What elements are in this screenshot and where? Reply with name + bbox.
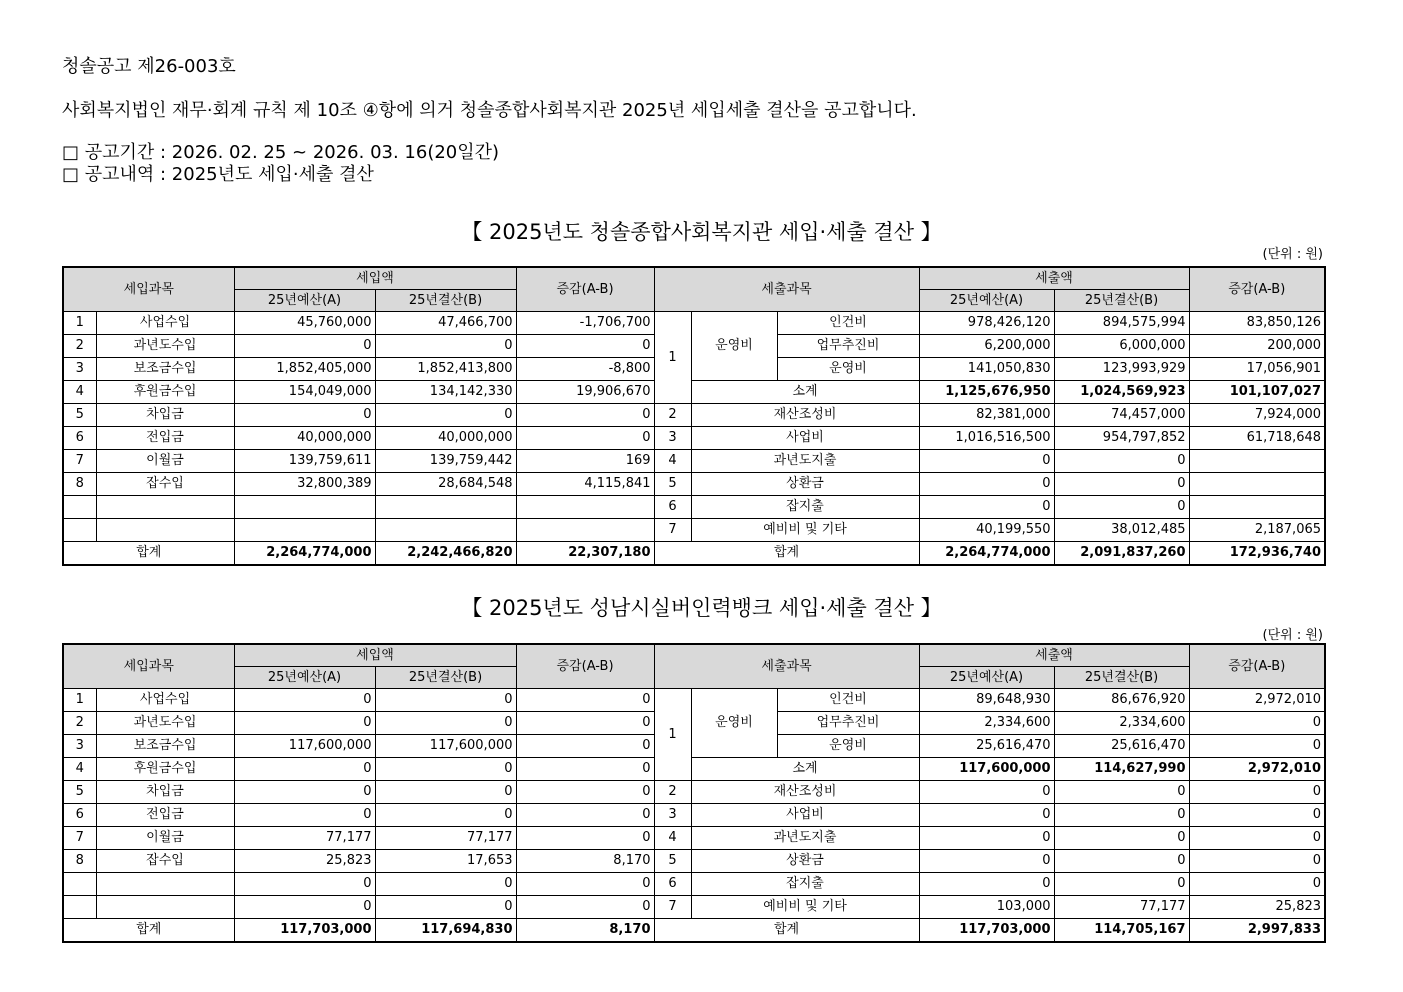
opex-item-budget: 141,050,830 [919, 358, 1054, 381]
expense-name: 사업비 [691, 804, 919, 827]
expense-amount-header: 세출액 [919, 267, 1189, 290]
opex-item-name: 운영비 [777, 358, 919, 381]
notice-period: □ 공고기간 : 2026. 02. 25 ~ 2026. 03. 16(20일간) [62, 142, 500, 163]
expense-no: 2 [654, 781, 691, 804]
expense-no: 7 [654, 896, 691, 919]
revenue-name: 사업수입 [96, 689, 234, 712]
revenue-no: 6 [63, 427, 96, 450]
expense-no: 4 [654, 450, 691, 473]
expense-settled: 74,457,000 [1054, 404, 1189, 427]
expense-diff: 0 [1189, 804, 1325, 827]
expense-total-settled: 114,705,167 [1054, 919, 1189, 943]
expense-settled: 0 [1054, 450, 1189, 473]
revenue-diff: 0 [516, 781, 654, 804]
revenue-settled: 0 [375, 335, 516, 358]
expense-diff: 0 [1189, 873, 1325, 896]
opex-item-diff: 0 [1189, 712, 1325, 735]
revenue-settled [375, 496, 516, 519]
opex-item-diff: 17,056,901 [1189, 358, 1325, 381]
revenue-diff: 8,170 [516, 850, 654, 873]
revenue-total-label: 합계 [63, 919, 234, 943]
table-row [63, 804, 1325, 827]
revenue-total-budget: 117,703,000 [234, 919, 375, 943]
table-row [63, 689, 1325, 712]
revenue-settled: 47,466,700 [375, 312, 516, 335]
revenue-settled: 1,852,413,800 [375, 358, 516, 381]
revenue-no: 1 [63, 312, 96, 335]
opex-item-budget: 89,648,930 [919, 689, 1054, 712]
total-row [63, 919, 1325, 943]
expense-settled: 0 [1054, 873, 1189, 896]
revenue-diff: 0 [516, 427, 654, 450]
revenue-settled: 17,653 [375, 850, 516, 873]
expense-settled: 38,012,485 [1054, 519, 1189, 542]
revenue-name: 전입금 [96, 804, 234, 827]
table-title: 【 2025년도 청솔종합사회복지관 세입·세출 결산 】 [461, 220, 942, 244]
expense-no: 5 [654, 473, 691, 496]
revenue-budget [234, 496, 375, 519]
settlement-table [62, 643, 1326, 943]
expense-budget: 0 [919, 827, 1054, 850]
table-row [63, 896, 1325, 919]
expense-budget: 0 [919, 781, 1054, 804]
expense-no: 6 [654, 496, 691, 519]
revenue-diff: -1,706,700 [516, 312, 654, 335]
expense-diff: 25,823 [1189, 896, 1325, 919]
revenue-name: 보조금수입 [96, 735, 234, 758]
revenue-settled: 0 [375, 804, 516, 827]
revenue-diff: -8,800 [516, 358, 654, 381]
expense-name: 재산조성비 [691, 781, 919, 804]
revenue-amount-header: 세입액 [234, 267, 516, 290]
unit-label: (단위 : 원) [1262, 628, 1323, 643]
expense-budget: 0 [919, 450, 1054, 473]
revenue-no: 2 [63, 712, 96, 735]
budget-header: 25년예산(A) [234, 290, 375, 312]
revenue-budget: 0 [234, 335, 375, 358]
revenue-no: 7 [63, 827, 96, 850]
expense-no: 3 [654, 804, 691, 827]
expense-name: 과년도지출 [691, 827, 919, 850]
opex-no: 1 [654, 312, 691, 404]
expense-name: 상환금 [691, 473, 919, 496]
revenue-settled: 0 [375, 758, 516, 781]
revenue-budget: 32,800,389 [234, 473, 375, 496]
opex-item-settled: 894,575,994 [1054, 312, 1189, 335]
revenue-diff: 0 [516, 689, 654, 712]
table-row [63, 519, 1325, 542]
revenue-settled: 117,600,000 [375, 735, 516, 758]
revenue-budget: 0 [234, 873, 375, 896]
expense-total-settled: 2,091,837,260 [1054, 542, 1189, 566]
expense-item-header: 세출과목 [654, 267, 919, 312]
revenue-diff: 0 [516, 404, 654, 427]
opex-item-name: 인건비 [777, 689, 919, 712]
table-row [63, 758, 1325, 781]
opex-subtotal-budget: 117,600,000 [919, 758, 1054, 781]
expense-name: 상환금 [691, 850, 919, 873]
total-row [63, 542, 1325, 566]
revenue-name: 이월금 [96, 450, 234, 473]
revenue-total-diff: 8,170 [516, 919, 654, 943]
revenue-name: 사업수입 [96, 312, 234, 335]
table-row [63, 427, 1325, 450]
revenue-no [63, 496, 96, 519]
revenue-amount-header: 세입액 [234, 644, 516, 667]
revenue-total-budget: 2,264,774,000 [234, 542, 375, 566]
revenue-diff: 0 [516, 873, 654, 896]
revenue-diff: 0 [516, 712, 654, 735]
expense-no: 2 [654, 404, 691, 427]
opex-item-settled: 6,000,000 [1054, 335, 1189, 358]
revenue-total-label: 합계 [63, 542, 234, 566]
expense-budget: 103,000 [919, 896, 1054, 919]
revenue-settled: 139,759,442 [375, 450, 516, 473]
revenue-settled: 0 [375, 404, 516, 427]
expense-name: 과년도지출 [691, 450, 919, 473]
expense-diff: 0 [1189, 850, 1325, 873]
revenue-no: 2 [63, 335, 96, 358]
opex-item-settled: 25,616,470 [1054, 735, 1189, 758]
expense-name: 예비비 및 기타 [691, 519, 919, 542]
expense-name: 사업비 [691, 427, 919, 450]
revenue-diff [516, 519, 654, 542]
table-row [63, 473, 1325, 496]
expense-no: 5 [654, 850, 691, 873]
expense-total-label: 합계 [654, 919, 919, 943]
revenue-no: 3 [63, 358, 96, 381]
revenue-name [96, 519, 234, 542]
opex-item-diff: 2,972,010 [1189, 689, 1325, 712]
opex-no: 1 [654, 689, 691, 781]
expense-total-label: 합계 [654, 542, 919, 566]
opex-item-name: 업무추진비 [777, 712, 919, 735]
revenue-no [63, 873, 96, 896]
revenue-no: 7 [63, 450, 96, 473]
revenue-budget [234, 519, 375, 542]
revenue-total-diff: 22,307,180 [516, 542, 654, 566]
revenue-budget: 0 [234, 804, 375, 827]
revenue-no: 3 [63, 735, 96, 758]
revenue-settled: 0 [375, 873, 516, 896]
expense-budget: 40,199,550 [919, 519, 1054, 542]
expense-name: 재산조성비 [691, 404, 919, 427]
revenue-name: 후원금수입 [96, 758, 234, 781]
revenue-settled: 0 [375, 712, 516, 735]
revenue-budget: 0 [234, 689, 375, 712]
expense-total-diff: 2,997,833 [1189, 919, 1325, 943]
diff-header: 증감(A-B) [516, 644, 654, 689]
opex-item-settled: 123,993,929 [1054, 358, 1189, 381]
revenue-settled [375, 519, 516, 542]
table-row [63, 850, 1325, 873]
revenue-settled: 77,177 [375, 827, 516, 850]
revenue-settled: 0 [375, 781, 516, 804]
opex-item-name: 운영비 [777, 735, 919, 758]
settled-header: 25년결산(B) [1054, 667, 1189, 689]
revenue-name [96, 896, 234, 919]
expense-amount-header: 세출액 [919, 644, 1189, 667]
expense-settled: 0 [1054, 781, 1189, 804]
expense-budget: 1,016,516,500 [919, 427, 1054, 450]
opex-subtotal-diff: 101,107,027 [1189, 381, 1325, 404]
expense-name: 예비비 및 기타 [691, 896, 919, 919]
expense-settled: 954,797,852 [1054, 427, 1189, 450]
revenue-item-header: 세입과목 [63, 644, 234, 689]
revenue-budget: 0 [234, 404, 375, 427]
revenue-name [96, 873, 234, 896]
revenue-no: 5 [63, 781, 96, 804]
revenue-budget: 45,760,000 [234, 312, 375, 335]
expense-diff: 7,924,000 [1189, 404, 1325, 427]
revenue-diff: 0 [516, 335, 654, 358]
expense-settled: 0 [1054, 827, 1189, 850]
opex-item-diff: 0 [1189, 735, 1325, 758]
settlement-table [62, 266, 1326, 566]
expense-diff: 0 [1189, 827, 1325, 850]
revenue-name: 차입금 [96, 404, 234, 427]
opex-item-budget: 6,200,000 [919, 335, 1054, 358]
revenue-budget: 139,759,611 [234, 450, 375, 473]
revenue-no: 4 [63, 381, 96, 404]
table-row [63, 381, 1325, 404]
opex-subtotal-budget: 1,125,676,950 [919, 381, 1054, 404]
expense-budget: 0 [919, 873, 1054, 896]
revenue-budget: 0 [234, 896, 375, 919]
expense-diff [1189, 496, 1325, 519]
revenue-no: 1 [63, 689, 96, 712]
settled-header: 25년결산(B) [375, 290, 516, 312]
revenue-total-settled: 117,694,830 [375, 919, 516, 943]
expense-name: 잡지출 [691, 496, 919, 519]
table-row [63, 312, 1325, 335]
opex-subtotal-label: 소계 [691, 381, 919, 404]
revenue-name: 전입금 [96, 427, 234, 450]
revenue-total-settled: 2,242,466,820 [375, 542, 516, 566]
expense-no: 7 [654, 519, 691, 542]
revenue-item-header: 세입과목 [63, 267, 234, 312]
revenue-diff: 4,115,841 [516, 473, 654, 496]
revenue-budget: 0 [234, 712, 375, 735]
opex-item-name: 업무추진비 [777, 335, 919, 358]
opex-item-settled: 2,334,600 [1054, 712, 1189, 735]
revenue-name [96, 496, 234, 519]
expense-diff: 61,718,648 [1189, 427, 1325, 450]
expense-total-diff: 172,936,740 [1189, 542, 1325, 566]
table-row [63, 827, 1325, 850]
opex-item-diff: 83,850,126 [1189, 312, 1325, 335]
revenue-name: 차입금 [96, 781, 234, 804]
revenue-no: 4 [63, 758, 96, 781]
expense-total-budget: 2,264,774,000 [919, 542, 1054, 566]
revenue-name: 잡수입 [96, 473, 234, 496]
notice-content: □ 공고내역 : 2025년도 세입·세출 결산 [62, 164, 374, 185]
expense-settled: 0 [1054, 850, 1189, 873]
revenue-settled: 40,000,000 [375, 427, 516, 450]
table-row [63, 450, 1325, 473]
revenue-diff: 19,906,670 [516, 381, 654, 404]
revenue-diff: 0 [516, 735, 654, 758]
expense-diff: 0 [1189, 781, 1325, 804]
expense-total-budget: 117,703,000 [919, 919, 1054, 943]
expense-diff: 2,187,065 [1189, 519, 1325, 542]
opex-label: 운영비 [691, 312, 777, 381]
expense-settled: 0 [1054, 496, 1189, 519]
revenue-budget: 0 [234, 758, 375, 781]
expense-no: 3 [654, 427, 691, 450]
revenue-name: 후원금수입 [96, 381, 234, 404]
opex-subtotal-label: 소계 [691, 758, 919, 781]
budget-header: 25년예산(A) [234, 667, 375, 689]
opex-item-budget: 25,616,470 [919, 735, 1054, 758]
revenue-no [63, 896, 96, 919]
revenue-no: 6 [63, 804, 96, 827]
revenue-name: 잡수입 [96, 850, 234, 873]
revenue-budget: 1,852,405,000 [234, 358, 375, 381]
revenue-budget: 77,177 [234, 827, 375, 850]
expense-no: 6 [654, 873, 691, 896]
revenue-diff [516, 496, 654, 519]
revenue-no: 5 [63, 404, 96, 427]
opex-item-diff: 200,000 [1189, 335, 1325, 358]
revenue-diff: 169 [516, 450, 654, 473]
opex-label: 운영비 [691, 689, 777, 758]
revenue-settled: 134,142,330 [375, 381, 516, 404]
expense-no: 4 [654, 827, 691, 850]
expense-diff [1189, 473, 1325, 496]
revenue-no [63, 519, 96, 542]
opex-item-budget: 2,334,600 [919, 712, 1054, 735]
expense-budget: 0 [919, 804, 1054, 827]
opex-item-budget: 978,426,120 [919, 312, 1054, 335]
revenue-budget: 25,823 [234, 850, 375, 873]
table-title: 【 2025년도 성남시실버인력뱅크 세입·세출 결산 】 [461, 596, 942, 620]
expense-budget: 0 [919, 496, 1054, 519]
settled-header: 25년결산(B) [1054, 290, 1189, 312]
budget-header: 25년예산(A) [919, 290, 1054, 312]
revenue-name: 과년도수입 [96, 712, 234, 735]
revenue-budget: 117,600,000 [234, 735, 375, 758]
revenue-no: 8 [63, 850, 96, 873]
revenue-name: 이월금 [96, 827, 234, 850]
opex-subtotal-diff: 2,972,010 [1189, 758, 1325, 781]
intro-text: 사회복지법인 재무·회계 규칙 제 10조 ④항에 의거 청솔종합사회복지관 2025년 세입세출 결산을 공고합니다. [62, 100, 917, 121]
table-row [63, 404, 1325, 427]
expense-name: 잡지출 [691, 873, 919, 896]
revenue-no: 8 [63, 473, 96, 496]
expense-settled: 0 [1054, 804, 1189, 827]
diff-header: 증감(A-B) [516, 267, 654, 312]
revenue-settled: 28,684,548 [375, 473, 516, 496]
table-row [63, 781, 1325, 804]
revenue-budget: 0 [234, 781, 375, 804]
revenue-diff: 0 [516, 804, 654, 827]
expense-budget: 82,381,000 [919, 404, 1054, 427]
table-row [63, 496, 1325, 519]
revenue-budget: 40,000,000 [234, 427, 375, 450]
revenue-budget: 154,049,000 [234, 381, 375, 404]
table-row [63, 873, 1325, 896]
expense-item-header: 세출과목 [654, 644, 919, 689]
expense-budget: 0 [919, 473, 1054, 496]
notice-number: 청솔공고 제26-003호 [62, 56, 236, 77]
settled-header: 25년결산(B) [375, 667, 516, 689]
expense-budget: 0 [919, 850, 1054, 873]
revenue-settled: 0 [375, 689, 516, 712]
opex-item-settled: 86,676,920 [1054, 689, 1189, 712]
revenue-name: 과년도수입 [96, 335, 234, 358]
budget-header: 25년예산(A) [919, 667, 1054, 689]
revenue-settled: 0 [375, 896, 516, 919]
opex-subtotal-settled: 1,024,569,923 [1054, 381, 1189, 404]
expense-settled: 0 [1054, 473, 1189, 496]
expense-settled: 77,177 [1054, 896, 1189, 919]
expense-diff [1189, 450, 1325, 473]
diff-header: 증감(A-B) [1189, 644, 1325, 689]
revenue-name: 보조금수입 [96, 358, 234, 381]
revenue-diff: 0 [516, 827, 654, 850]
revenue-diff: 0 [516, 896, 654, 919]
opex-item-name: 인건비 [777, 312, 919, 335]
revenue-diff: 0 [516, 758, 654, 781]
opex-subtotal-settled: 114,627,990 [1054, 758, 1189, 781]
unit-label: (단위 : 원) [1262, 247, 1323, 262]
diff-header: 증감(A-B) [1189, 267, 1325, 312]
